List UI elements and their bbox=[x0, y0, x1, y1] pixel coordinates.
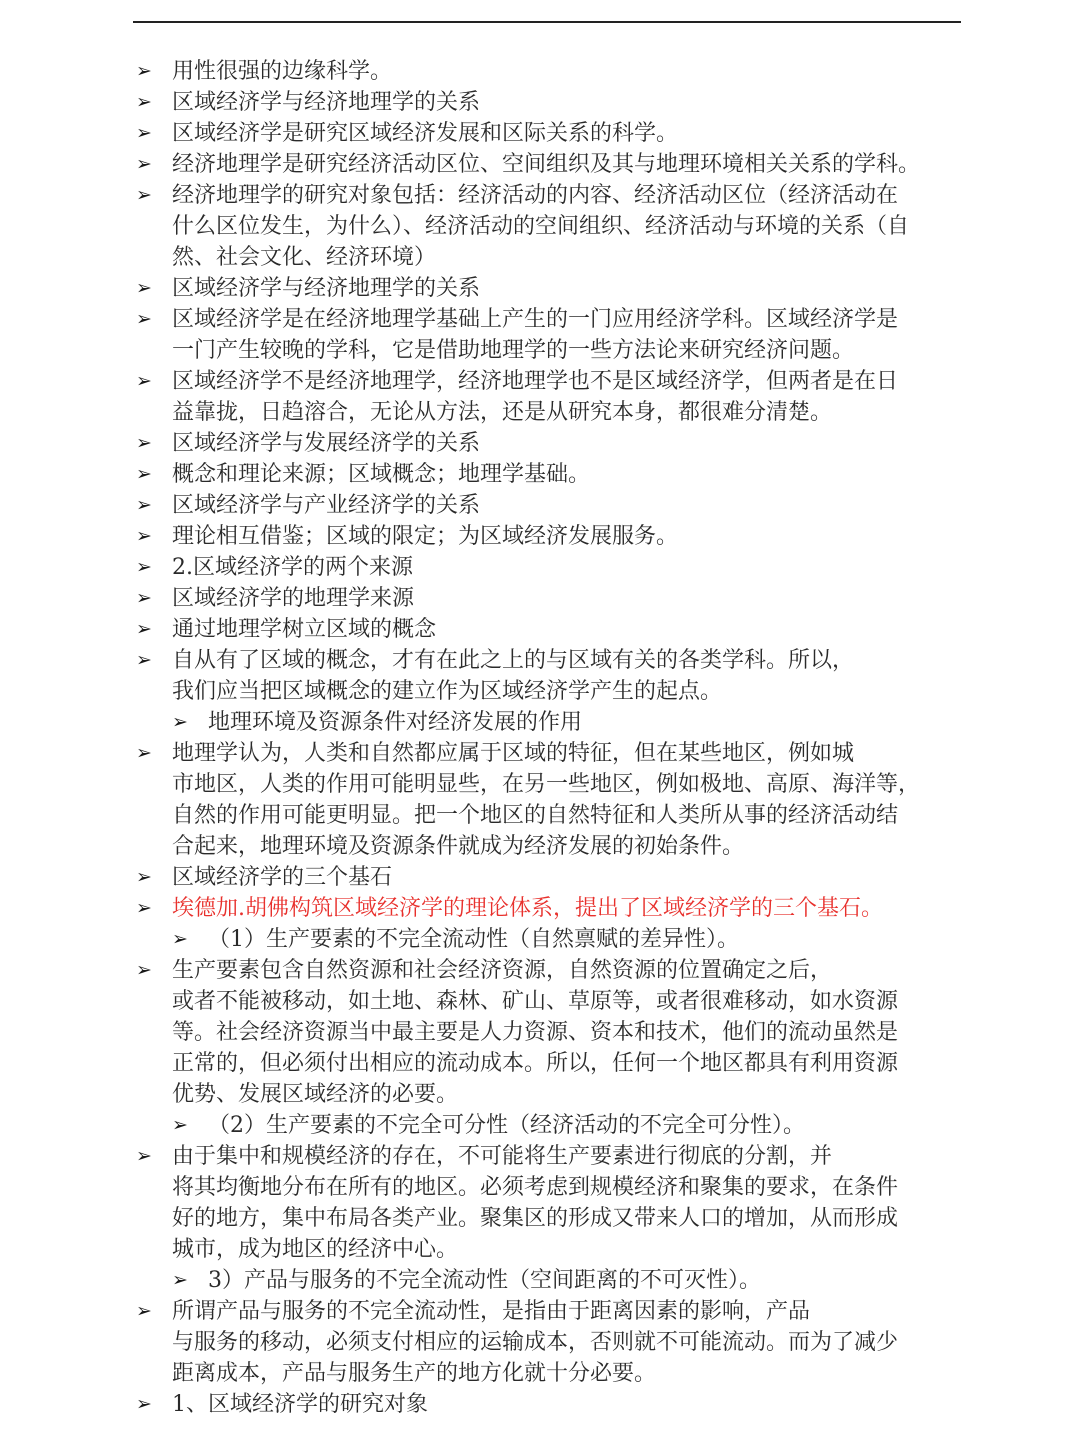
item-text-line: 用性很强的边缘科学。 bbox=[172, 59, 393, 84]
item-text-line: 一门产生较晚的学科，它是借助地理学的一些方法论来研究经济问题。 bbox=[172, 338, 855, 363]
sub-list-item bbox=[0, 1110, 970, 1141]
item-text-line: 自从有了区域的概念，才有在此之上的与区域有关的各类学科。所以， bbox=[172, 648, 855, 673]
arrow-bullet-icon: ➢ bbox=[136, 1300, 152, 1322]
arrow-bullet-icon: ➢ bbox=[136, 60, 152, 82]
list-item bbox=[0, 149, 970, 180]
item-text-line: 经济地理学是研究经济活动区位、空间组织及其与地理环境相关关系的学科。 bbox=[172, 152, 921, 177]
item-text-line: 区域经济学的三个基石 bbox=[172, 865, 393, 890]
item-text-line: 或者不能被移动，如土地、森林、矿山、草原等，或者很难移动，如水资源 bbox=[172, 989, 899, 1014]
item-text-line: 埃德加.胡佛构筑区域经济学的理论体系，提出了区域经济学的三个基石。 bbox=[172, 896, 883, 921]
arrow-bullet-icon: ➢ bbox=[136, 494, 152, 516]
item-text-line: 3）产品与服务的不完全流动性（空间距离的不可灭性）。 bbox=[208, 1268, 761, 1293]
item-text-line: 好的地方，集中布局各类产业。聚集区的形成又带来人口的增加，从而形成 bbox=[172, 1206, 899, 1231]
item-text-line: 然、社会文化、经济环境） bbox=[172, 245, 437, 270]
sub-list-item bbox=[0, 924, 970, 955]
item-text-line: 自然的作用可能更明显。把一个地区的自然特征和人类所从事的经济活动结 bbox=[172, 803, 899, 828]
item-text-line: 合起来，地理环境及资源条件就成为经济发展的初始条件。 bbox=[172, 834, 745, 859]
item-text-line: 与服务的移动，必须支付相应的运输成本，否则就不可能流动。而为了减少 bbox=[172, 1330, 899, 1355]
list-item bbox=[0, 955, 970, 1110]
item-text-line: 2.区域经济学的两个来源 bbox=[172, 555, 413, 580]
arrow-bullet-icon: ➢ bbox=[136, 525, 152, 547]
item-text-line: （1）生产要素的不完全流动性（自然禀赋的差异性）。 bbox=[208, 927, 739, 952]
list-item bbox=[0, 552, 970, 583]
item-text-line: 经济地理学的研究对象包括：经济活动的内容、经济活动区位（经济活动在 bbox=[172, 183, 899, 208]
list-item bbox=[0, 459, 970, 490]
item-text-line: 地理环境及资源条件对经济发展的作用 bbox=[208, 710, 583, 735]
list-item bbox=[0, 180, 970, 273]
item-text-line: 所谓产品与服务的不完全流动性，是指由于距离因素的影响，产品 bbox=[172, 1299, 811, 1324]
arrow-bullet-icon: ➢ bbox=[136, 153, 152, 175]
list-item bbox=[0, 893, 970, 924]
item-text-line: 理论相互借鉴；区域的限定；为区域经济发展服务。 bbox=[172, 524, 679, 549]
list-item bbox=[0, 304, 970, 366]
item-text-line: 区域经济学与经济地理学的关系 bbox=[172, 90, 481, 115]
arrow-bullet-icon: ➢ bbox=[136, 587, 152, 609]
sub-list-item bbox=[0, 707, 970, 738]
arrow-bullet-icon: ➢ bbox=[172, 1114, 188, 1136]
arrow-bullet-icon: ➢ bbox=[136, 122, 152, 144]
item-text-line: 区域经济学是在经济地理学基础上产生的一门应用经济学科。区域经济学是 bbox=[172, 307, 899, 332]
arrow-bullet-icon: ➢ bbox=[136, 184, 152, 206]
item-text-line: 优势、发展区域经济的必要。 bbox=[172, 1082, 459, 1107]
arrow-bullet-icon: ➢ bbox=[136, 1393, 152, 1415]
list-item bbox=[0, 862, 970, 893]
list-item bbox=[0, 273, 970, 304]
arrow-bullet-icon: ➢ bbox=[136, 463, 152, 485]
item-text-line: 距离成本，产品与服务生产的地方化就十分必要。 bbox=[172, 1361, 657, 1386]
list-item bbox=[0, 490, 970, 521]
arrow-bullet-icon: ➢ bbox=[136, 959, 152, 981]
arrow-bullet-icon: ➢ bbox=[172, 1269, 188, 1291]
item-text-line: 益靠拢，日趋溶合，无论从方法，还是从研究本身，都很难分清楚。 bbox=[172, 400, 833, 425]
list-item bbox=[0, 366, 970, 428]
arrow-bullet-icon: ➢ bbox=[136, 370, 152, 392]
item-text-line: 等。社会经济资源当中最主要是人力资源、资本和技术，他们的流动虽然是 bbox=[172, 1020, 899, 1045]
item-text-line: 地理学认为，人类和自然都应属于区域的特征，但在某些地区，例如城 bbox=[172, 741, 855, 766]
item-text-line: 区域经济学与产业经济学的关系 bbox=[172, 493, 481, 518]
arrow-bullet-icon: ➢ bbox=[136, 618, 152, 640]
item-text-line: 我们应当把区域概念的建立作为区域经济学产生的起点。 bbox=[172, 679, 723, 704]
list-item bbox=[0, 645, 970, 707]
item-text-line: 由于集中和规模经济的存在，不可能将生产要素进行彻底的分割，并 bbox=[172, 1144, 833, 1169]
item-text-line: 概念和理论来源；区域概念；地理学基础。 bbox=[172, 462, 591, 487]
arrow-bullet-icon: ➢ bbox=[172, 711, 188, 733]
arrow-bullet-icon: ➢ bbox=[136, 91, 152, 113]
item-text-line: 区域经济学与经济地理学的关系 bbox=[172, 276, 481, 301]
list-item bbox=[0, 118, 970, 149]
list-item bbox=[0, 56, 970, 87]
arrow-bullet-icon: ➢ bbox=[136, 556, 152, 578]
bullet-list bbox=[0, 56, 1080, 1420]
arrow-bullet-icon: ➢ bbox=[136, 866, 152, 888]
item-text-line: 将其均衡地分布在所有的地区。必须考虑到规模经济和聚集的要求，在条件 bbox=[172, 1175, 899, 1200]
item-text-line: 区域经济学与发展经济学的关系 bbox=[172, 431, 481, 456]
item-text-line: 城市，成为地区的经济中心。 bbox=[172, 1237, 459, 1262]
arrow-bullet-icon: ➢ bbox=[136, 1145, 152, 1167]
list-item bbox=[0, 87, 970, 118]
arrow-bullet-icon: ➢ bbox=[136, 308, 152, 330]
item-text-line: 生产要素包含自然资源和社会经济资源，自然资源的位置确定之后， bbox=[172, 958, 833, 983]
header-rule bbox=[133, 21, 961, 23]
arrow-bullet-icon: ➢ bbox=[136, 649, 152, 671]
list-item bbox=[0, 583, 970, 614]
list-item bbox=[0, 428, 970, 459]
item-text-line: 区域经济学是研究区域经济发展和区际关系的科学。 bbox=[172, 121, 679, 146]
item-text-line: 区域经济学不是经济地理学，经济地理学也不是区域经济学，但两者是在日 bbox=[172, 369, 899, 394]
list-item bbox=[0, 1141, 970, 1265]
item-text-line: （2）生产要素的不完全可分性（经济活动的不完全可分性）。 bbox=[208, 1113, 805, 1138]
item-text-line: 1、区域经济学的研究对象 bbox=[172, 1392, 428, 1417]
arrow-bullet-icon: ➢ bbox=[136, 742, 152, 764]
arrow-bullet-icon: ➢ bbox=[172, 928, 188, 950]
list-item bbox=[0, 614, 970, 645]
item-text-line: 市地区，人类的作用可能明显些，在另一些地区，例如极地、高原、海洋等， bbox=[172, 772, 921, 797]
list-item bbox=[0, 1296, 970, 1389]
item-text-line: 正常的，但必须付出相应的流动成本。所以，任何一个地区都具有利用资源 bbox=[172, 1051, 899, 1076]
arrow-bullet-icon: ➢ bbox=[136, 432, 152, 454]
arrow-bullet-icon: ➢ bbox=[136, 277, 152, 299]
arrow-bullet-icon: ➢ bbox=[136, 897, 152, 919]
item-text-line: 什么区位发生，为什么）、经济活动的空间组织、经济活动与环境的关系（自 bbox=[172, 214, 910, 239]
item-text-line: 通过地理学树立区域的概念 bbox=[172, 617, 437, 642]
sub-list-item bbox=[0, 1265, 970, 1296]
list-item bbox=[0, 1389, 970, 1420]
item-text-line: 区域经济学的地理学来源 bbox=[172, 586, 415, 611]
list-item bbox=[0, 738, 970, 862]
list-item bbox=[0, 521, 970, 552]
